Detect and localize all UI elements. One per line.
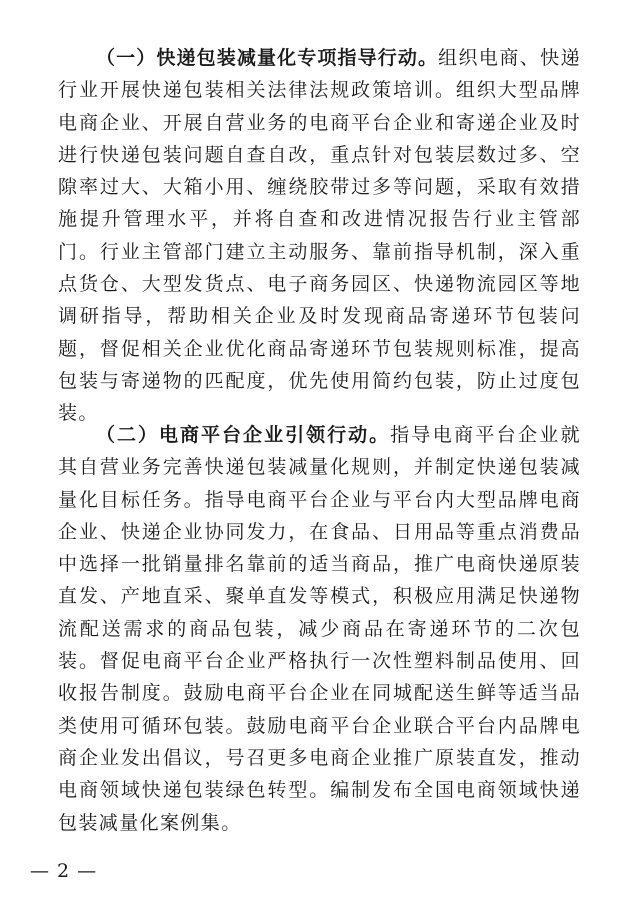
section-2-paragraph [58, 419, 581, 839]
page-number: — 2 — [30, 860, 98, 882]
section-2-body: 指导电商平台企业就其自营业务完善快递包装减量化规则，并制定快递包装减量化目标任务。指导电商平台企业与平台内大型品牌电商企业、快递企业协同发力，在食品、日用品等重点消费品中选择一批销量排名靠前的适当商品，推广电商快递原装直发、产地直采、聚单直发等模式，积极应用满足快递物流配送需求的商品包装，减少商品在寄递环节的二次包装。督促电商平台企业严格执行一次性塑料制品使用、回收报告制度。鼓励电商平台企业在同城配送生鲜等适当品类使用可循环包装。鼓励电商平台企业联合平台内品牌电商企业发出倡议，号召更多电商企业推广原装直发，推动电商领域快递包装绿色转型。编制发布全国电商领域快递包装减量化案例集。 [58, 424, 581, 834]
section-2-heading: （二）电商平台企业引领行动。 [96, 424, 391, 446]
section-1-heading: （一）快递包装减量化专项指导行动。 [96, 47, 439, 69]
section-1-body: 组织电商、快递行业开展快递包装相关法律法规政策培训。组织大型品牌电商企业、开展自营业务的电商平台企业和寄递企业及时进行快递包装问题自查自改，重点针对包装层数过多、空隙率过大、大箱小用、缠绕胶带过多等问题，采取有效措施提升管理水平，并将自查和改进情况报告行业主管部门。行业主管部门建立主动服务、靠前指导机制，深入重点货仓、大型发货点、电子商务园区、快递物流园区等地调研指导，帮助相关企业及时发现商品寄递环节包装问题，督促相关企业优化商品寄递环节包装规则标准，提高包装与寄递物的匹配度，优先使用简约包装，防止过度包装。 [58, 47, 581, 425]
section-1-paragraph [58, 42, 581, 430]
